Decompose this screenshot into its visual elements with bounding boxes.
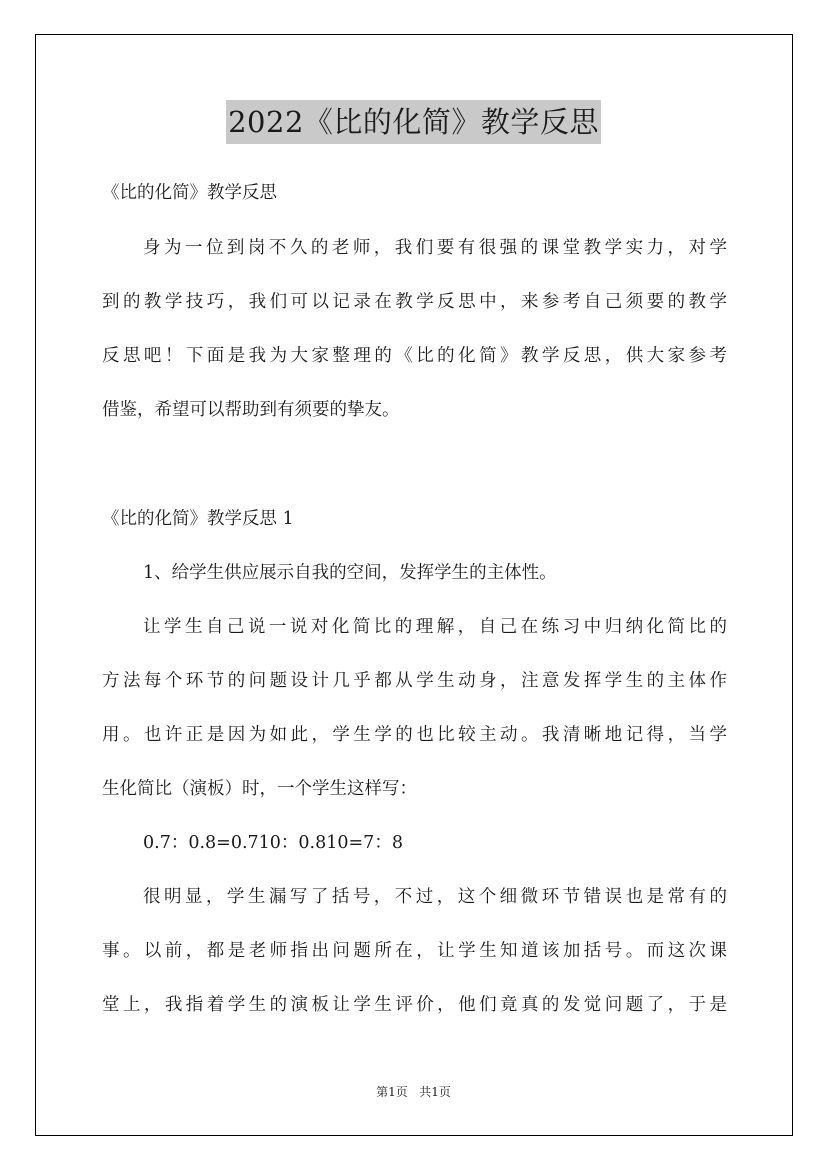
paragraph-line: 堂上，我指着学生的演板让学生评价，他们竟真的发觉问题了，于是 (102, 995, 727, 1015)
document-title (0, 100, 827, 144)
intro-line: 借鉴，希望可以帮助到有须要的挚友。 (102, 400, 400, 420)
section-heading: 《比的化简》教学反思 1 (102, 509, 294, 529)
intro-line: 到的教学技巧，我们可以记录在教学反思中，来参考自己须要的教学 (102, 292, 727, 312)
paragraph-line: 用。也许正是因为如此，学生学的也比较主动。我清晰地记得，当学 (102, 725, 727, 745)
paragraph-line: 事。以前，都是老师指出问题所在，让学生知道该加括号。而这次课 (102, 941, 727, 961)
document-subtitle: 《比的化简》教学反思 (102, 183, 277, 203)
paragraph-line: 方法每个环节的问题设计几乎都从学生动身，注意发挥学生的主体作 (102, 671, 727, 691)
point-heading: 1、给学生供应展示自我的空间，发挥学生的主体性。 (143, 563, 557, 583)
intro-line: 反思吧！下面是我为大家整理的《比的化简》教学反思，供大家参考 (102, 346, 727, 366)
page-footer: 第1页 共1页 (376, 1085, 451, 1099)
paragraph-line: 生化简比（演板）时，一个学生这样写： (102, 779, 417, 799)
paragraph-line: 很明显，学生漏写了括号，不过，这个细微环节错误也是常有的 (143, 887, 727, 907)
document-title-text: 2022《比的化简》教学反思 (226, 100, 601, 144)
intro-line: 身为一位到岗不久的老师，我们要有很强的课堂教学实力，对学 (143, 238, 727, 258)
formula-line: 0.7：0.8=0.710：0.810=7：8 (143, 833, 403, 853)
paragraph-line: 让学生自己说一说对化简比的理解，自己在练习中归纳化简比的 (143, 617, 727, 637)
